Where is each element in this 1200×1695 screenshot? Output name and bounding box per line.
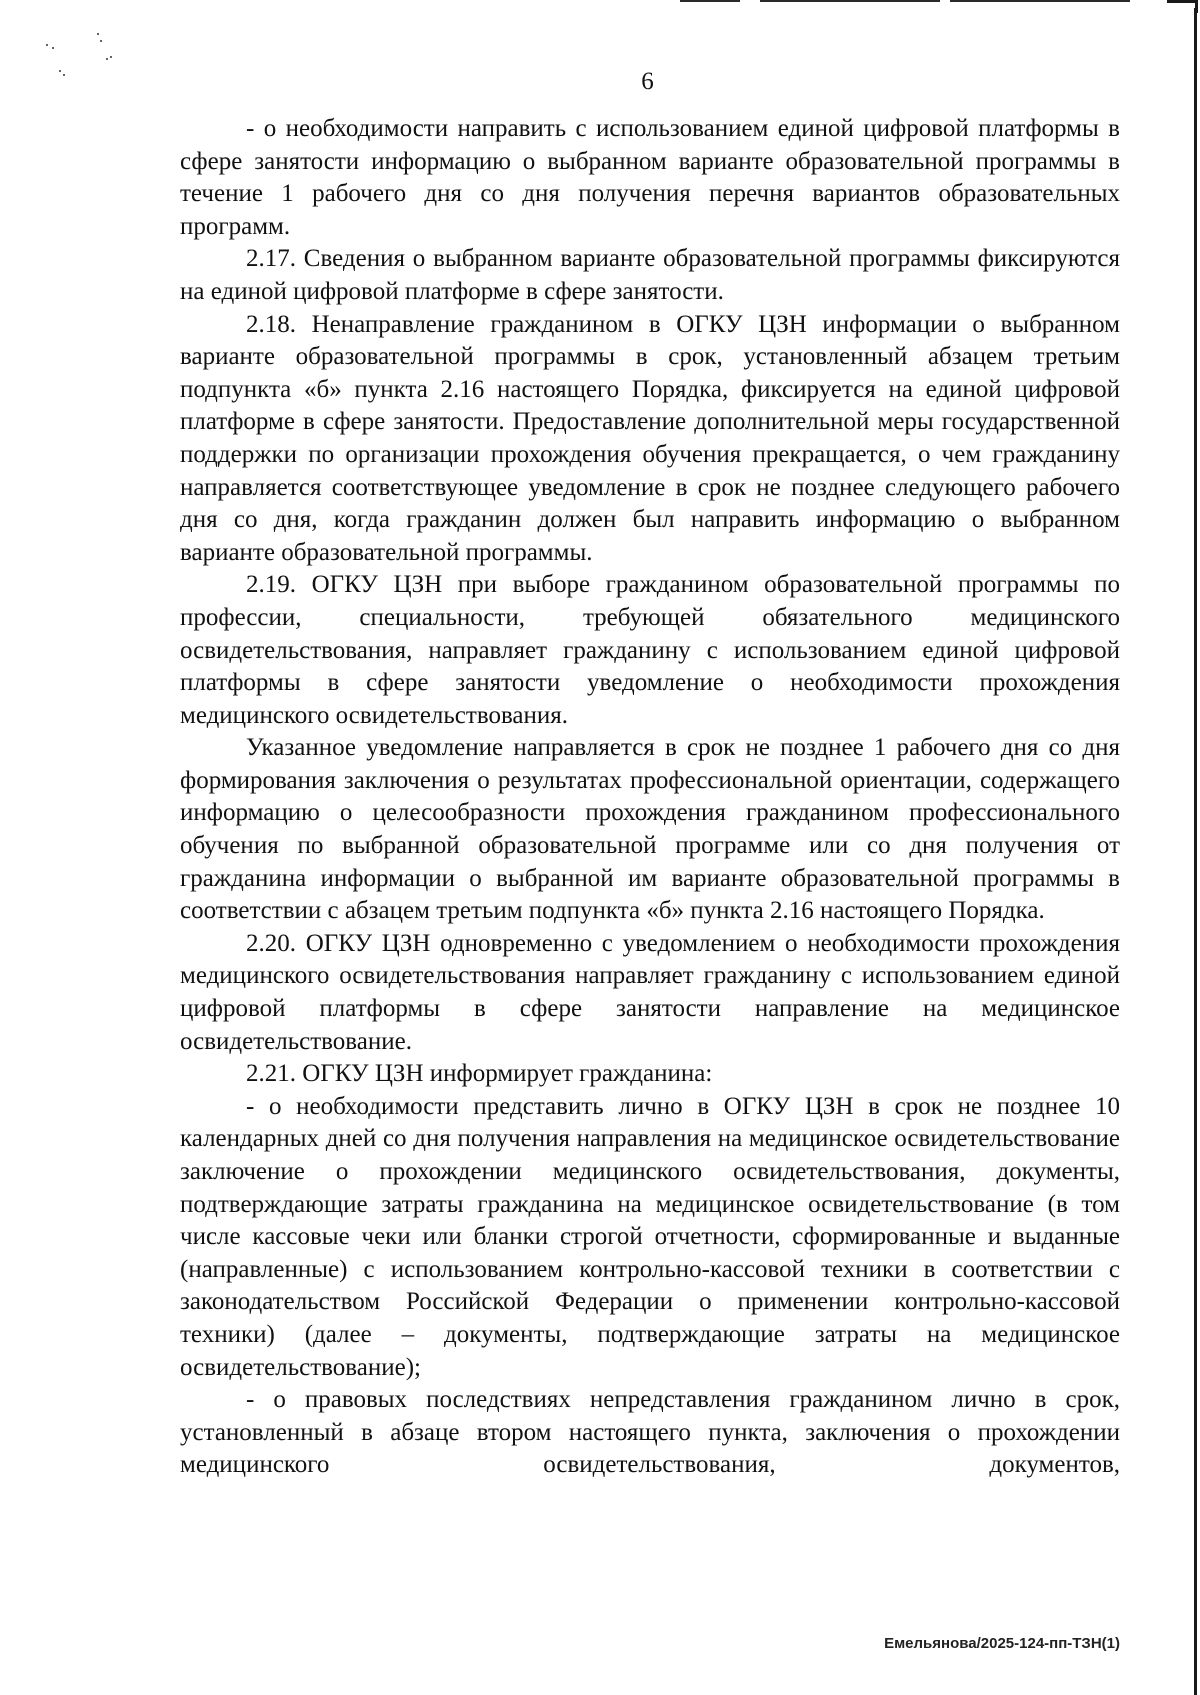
- paragraph-2-19: 2.19. ОГКУ ЦЗН при выборе гражданином образовательной программы по профессии, специальности, требующей обязательного медицинского освидетельствования, направляет гражданину с использованием единой цифровой платформы в сфере занятости уведомление о необходимости прохождения медицинского освидетельствования.: [180, 571, 1120, 729]
- document-body: [180, 113, 1120, 1482]
- scan-top-rule: [680, 0, 740, 2]
- scan-speck: [52, 47, 54, 49]
- paragraph-legal-consequences: - о правовых последствиях непредставления гражданином лично в срок, установленный в абзаце втором настоящего пункта, заключения о прохождении медицинского освидетельствования, документов,: [180, 1386, 1120, 1479]
- footer-document-code: Емельянова/2025-124-пп-ТЗН(1): [884, 1635, 1120, 1652]
- paragraph-notify-choice: - о необходимости направить с использованием единой цифровой платформы в сфере занятости информацию о выбранном варианте образовательной программы в течение 1 рабочего дня со дня получения перечня вариантов образовательных программ.: [180, 115, 1120, 240]
- scan-right-edge: [1194, 8, 1197, 1695]
- scan-speck: [110, 56, 112, 58]
- scan-speck: [100, 40, 102, 42]
- paragraph-2-20: 2.20. ОГКУ ЦЗН одновременно с уведомлением о необходимости прохождения медицинского освидетельствования направляет гражданину с использованием единой цифровой платформы в сфере занятости направление на медицинское освидетельствование.: [180, 929, 1120, 1055]
- paragraph-2-21: 2.21. ОГКУ ЦЗН информирует гражданина:: [246, 1060, 713, 1088]
- scan-speck: [106, 58, 108, 60]
- paragraph-2-18: 2.18. Ненаправление гражданином в ОГКУ ЦЗН информации о выбранном варианте образовательной программы в срок, установленный абзацем третьим подпункта «б» пункта 2.16 настоящего Порядка, фиксируется на единой цифровой платформе в сфере занятости. Предоставление дополнительной меры государственной поддержки по организации прохождения обучения прекращается, о чем гражданину направляется соответствующее уведомление в срок не позднее следующего рабочего дня со дня, когда гражданин должен был направить информацию о выбранном варианте образовательной программы.: [180, 310, 1120, 566]
- scan-top-rule: [760, 0, 940, 2]
- paragraph-notification-deadline: Указанное уведомление направляется в срок не позднее 1 рабочего дня со дня формирования заключения о результатах профессиональной ориентации, содержащего информацию о целесообразности прохождения гражданином профессионального обучения по выбранной образовательной программе или со дня получения от гражданина информации о выбранной им варианте образовательной программы в соответствии с абзацем третьим подпункта «б» пункта 2.16 настоящего Порядка.: [180, 734, 1120, 925]
- paragraph-2-17: 2.17. Сведения о выбранном варианте образовательной программы фиксируются на единой цифровой платформе в сфере занятости.: [180, 245, 1120, 305]
- scan-speck: [97, 33, 99, 35]
- scan-top-rule: [950, 0, 1130, 2]
- scan-speck: [46, 44, 48, 46]
- paragraph-present-documents: - о необходимости представить лично в ОГКУ ЦЗН в срок не позднее 10 календарных дней со дня получения направления на медицинское освидетельствование заключение о прохождении медицинского освидетельствования, документы, подтверждающие затраты гражданина на медицинское освидетельствование (в том числе кассовые чеки или бланки строгой отчетности, сформированные и выданные (направленные) с использованием контрольно-кассовой техники в соответствии с законодательством Российской Федерации о применении контрольно-кассовой техники) (далее – документы, подтверждающие затраты на медицинское освидетельствование);: [180, 1092, 1120, 1381]
- page-number: 6: [641, 68, 654, 95]
